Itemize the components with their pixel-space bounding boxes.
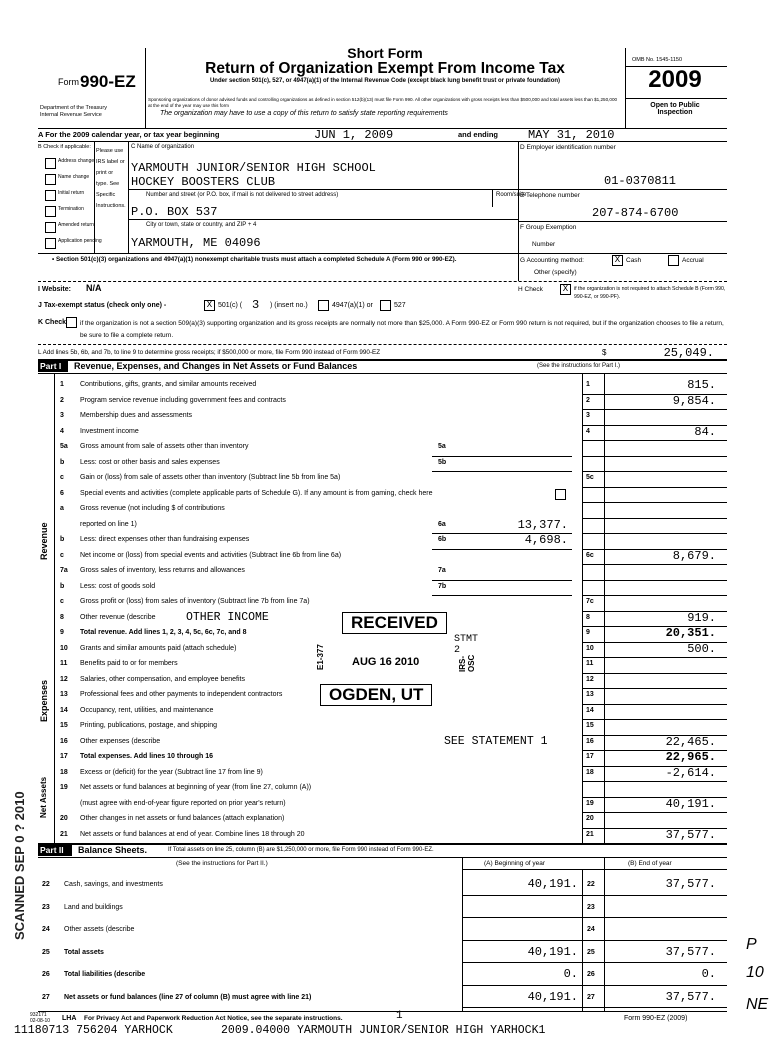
- b-option-termination: Termination: [58, 206, 84, 212]
- line-box-number: 15: [586, 722, 594, 729]
- line-amount: 40,191.: [665, 796, 716, 811]
- line-description: Gain or (loss) from sale of assets other than inventory (Subtract line 5b from line 5a): [80, 474, 341, 481]
- line-number: 20: [60, 815, 68, 822]
- tax-exempt-status-label: J Tax-exempt status (check only one) -: [38, 302, 167, 309]
- omb-number: OMB No. 1545-1150: [632, 57, 683, 63]
- sub-box-label: 5b: [438, 458, 447, 466]
- balance-line-number: 22: [42, 881, 50, 888]
- balance-row: [0, 874, 770, 897]
- gross-receipts-value: 25,049.: [663, 346, 714, 360]
- line-description: Net assets or fund balances at beginning of year (from line 27, column (A)): [80, 784, 312, 791]
- balance-box-number: 23: [587, 903, 595, 911]
- part1-row: [0, 471, 770, 487]
- line-box-number: 14: [586, 706, 594, 714]
- form-label: Form: [58, 77, 79, 87]
- line-number: 15: [60, 722, 68, 729]
- line-box-number: 18: [586, 768, 594, 776]
- received-stamp-code-right: IRS-OSC: [458, 654, 476, 672]
- lha-label: LHA: [62, 1015, 77, 1022]
- balance-row: [0, 942, 770, 965]
- name-change-checkbox[interactable]: [45, 174, 56, 185]
- balance-box-number: 22: [587, 881, 595, 888]
- line-description: Other changes in net assets or fund balances (attach explanation): [80, 815, 285, 822]
- ein-value: 01-0370811: [604, 174, 677, 188]
- received-stamp-place: OGDEN, UT: [320, 684, 432, 706]
- line-number: 7a: [60, 567, 68, 574]
- b-option-amended: Amended return: [58, 222, 94, 228]
- beginning-of-year-value: 0.: [563, 967, 578, 981]
- city-state-zip: YARMOUTH, ME 04096: [131, 236, 261, 250]
- city-label: City or town, state or country, and ZIP + 4: [146, 222, 257, 228]
- sub-box-value: 13,377.: [517, 517, 568, 532]
- balance-line-description: Total assets: [64, 948, 104, 956]
- website-label: I Website:: [38, 286, 71, 293]
- 4947-label: 4947(a)(1) or: [332, 302, 373, 309]
- line-number: 1: [60, 381, 64, 388]
- line-k-checkbox[interactable]: [66, 317, 77, 328]
- scanned-stamp-text: SCANNED SEP 0 ? 2010: [12, 791, 27, 940]
- col-b-header: (B) End of year: [628, 860, 672, 867]
- gaming-checkbox[interactable]: [555, 489, 566, 500]
- other-specify-label: Other (specify): [534, 269, 577, 276]
- line-number: 9: [60, 629, 64, 636]
- accounting-method-label: G Accounting method:: [520, 257, 584, 264]
- part1-row: [0, 533, 770, 549]
- 527-checkbox[interactable]: [380, 300, 391, 311]
- part1-row: [0, 549, 770, 565]
- line-amount: -2,614.: [665, 765, 716, 780]
- balance-line-number: 24: [42, 926, 50, 933]
- schedule-b-check-label: H Check: [518, 286, 543, 293]
- beginning-of-year-value: 40,191.: [527, 944, 578, 959]
- termination-checkbox[interactable]: [45, 206, 56, 217]
- line-k-text: if the organization is not a section 509(a)(3) supporting organization and its gross receipts are normally not more than $25,000. A Form 990-EZ or Form 990 return is not required, but if the organization chooses to file a return, be sure to file a complete return.: [80, 320, 724, 339]
- line-description: Salaries, other compensation, and employee benefits: [80, 675, 245, 683]
- line-number: 5a: [60, 443, 68, 450]
- part1-row: [0, 487, 770, 503]
- sponsoring-note: Sponsoring organizations of donor advised funds and controlling organizations as defined in section 512(b)(13) must file Form 990. All other organizations with gross receipts less than $500,000 and total assets less than $1,250,000 at the end of the year may use this form: [148, 97, 618, 108]
- line-number: 16: [60, 737, 68, 745]
- line-description: Membership dues and assessments: [80, 412, 193, 419]
- line-box-number: 19: [586, 799, 594, 807]
- beginning-of-year-value: 40,191.: [527, 989, 578, 1004]
- website-value: N/A: [86, 283, 102, 293]
- line-box-number: 1: [586, 381, 590, 388]
- b-option-initial: Initial return: [58, 190, 85, 196]
- part1-row: [0, 595, 770, 611]
- line-amount: 9,854.: [672, 393, 716, 408]
- part1-row: [0, 564, 770, 580]
- inspection: Inspection: [657, 109, 693, 116]
- received-stamp-date: AUG 16 2010: [352, 656, 420, 668]
- line-description: Grants and similar amounts paid (attach schedule): [80, 644, 237, 652]
- line-number: 12: [60, 675, 68, 683]
- 501c-checkbox[interactable]: X: [204, 300, 215, 311]
- line-number: 11: [60, 660, 68, 667]
- net-assets-side-label: Net Assets: [39, 776, 48, 818]
- line-number: 17: [60, 753, 68, 760]
- line-description: Less: cost or other basis and sales expenses: [80, 458, 220, 466]
- line-description: Gross amount from sale of assets other than inventory: [80, 443, 249, 450]
- line-number: 19: [60, 784, 68, 791]
- line-box-number: 3: [586, 412, 590, 419]
- line-box-number: 9: [586, 629, 590, 636]
- line-number: 10: [60, 644, 68, 652]
- part1-row: [0, 828, 770, 844]
- sub-box-label: 7b: [438, 582, 447, 590]
- accrual-label: Accrual: [682, 257, 704, 264]
- line-l-text: L Add lines 5b, 6b, and 7b, to line 9 to determine gross receipts; if $500,000 or more, file Form 990 instead of Form 990-EZ: [38, 349, 381, 356]
- line-box-number: 4: [586, 427, 590, 435]
- end-of-year-value: 37,577.: [665, 989, 716, 1004]
- line-box-number: 20: [586, 815, 594, 822]
- sub-box-label: 6a: [438, 520, 446, 528]
- line-description: Less: direct expenses other than fundraising expenses: [80, 536, 250, 543]
- form-code: 932171 02-08-10: [30, 1012, 51, 1024]
- b-option-name: Name change: [58, 174, 90, 180]
- form-number: 990-EZ: [80, 72, 136, 91]
- line-description: Program service revenue including government fees and contracts: [80, 396, 286, 404]
- tax-year: 2009: [648, 66, 702, 93]
- part1-row: [0, 394, 770, 410]
- line-number: 14: [60, 706, 68, 714]
- tax-year-begin: JUN 1, 2009: [314, 128, 394, 142]
- part1-row: [0, 440, 770, 456]
- line-number: b: [60, 458, 65, 466]
- line-description: Contributions, gifts, grants, and similar amounts received: [80, 381, 257, 388]
- received-stamp-code-left: E1-377: [316, 644, 325, 670]
- balance-line-description: Net assets or fund balances (line 27 of column (B) must agree with line 21): [64, 993, 312, 1001]
- line-description: Other revenue (describe: [80, 613, 156, 621]
- line-description: Special events and activities (complete applicable parts of Schedule G). If any amount is from gaming, check here: [80, 489, 433, 497]
- part1-row: [0, 409, 770, 425]
- form-title: Return of Organization Exempt From Income Tax: [205, 60, 565, 77]
- line-number: 13: [60, 691, 68, 698]
- part2-title: Balance Sheets.: [78, 845, 148, 855]
- initial-return-checkbox[interactable]: [45, 190, 56, 201]
- balance-line-number: 26: [42, 971, 50, 978]
- part1-row: [0, 425, 770, 441]
- balance-box-number: 25: [587, 948, 595, 956]
- line-box-number: 12: [586, 675, 594, 683]
- balance-line-description: Total liabilities (describe: [64, 971, 146, 978]
- balance-row: [0, 964, 770, 987]
- stmt-2-ref: STMT 2: [454, 634, 479, 656]
- line-box-number: 2: [586, 396, 590, 404]
- line-a-label: A For the 2009 calendar year, or tax year beginning: [38, 130, 220, 139]
- line-describe-value: SEE STATEMENT 1: [444, 734, 548, 748]
- part1-row: [0, 518, 770, 534]
- line-number: 6: [60, 489, 64, 497]
- line-description: reported on line 1): [80, 520, 137, 528]
- room-suite-label: Room/suite: [496, 192, 527, 198]
- end-of-year-value: 0.: [701, 967, 716, 981]
- ein-label: D Employer identification number: [520, 144, 616, 151]
- margin-note-ne: NE: [746, 996, 769, 1013]
- sub-box-label: 7a: [438, 567, 446, 574]
- revenue-side-label: Revenue: [39, 522, 49, 560]
- line-number: 8: [60, 613, 64, 621]
- line-number: c: [60, 474, 64, 481]
- line-amount: 815.: [687, 378, 716, 392]
- line-description: (must agree with end-of-year figure reported on prior year's return): [80, 799, 286, 807]
- b-option-address: Address change: [58, 158, 95, 164]
- end-of-year-value: 37,577.: [665, 944, 716, 959]
- amended-return-checkbox[interactable]: [45, 222, 56, 233]
- line-amount: 20,351.: [665, 626, 716, 640]
- form-reference: Form 990-EZ (2009): [624, 1015, 688, 1022]
- line-amount: 22,965.: [665, 750, 716, 764]
- balance-line-description: Other assets (describe: [64, 926, 135, 933]
- street-label: Number and street (or P.O. box, if mail is not delivered to street address): [146, 192, 339, 198]
- balance-row: [0, 987, 770, 1010]
- balance-box-number: 27: [587, 993, 595, 1001]
- 527-label: 527: [394, 302, 406, 309]
- line-l-dollar: $: [602, 348, 607, 357]
- part1-row: [0, 580, 770, 596]
- line-description: Gross profit or (loss) from sales of inventory (Subtract line 7b from line 7a): [80, 598, 310, 605]
- line-description: Gross sales of inventory, less returns and allowances: [80, 567, 245, 574]
- line-description: Occupancy, rent, utilities, and maintenance: [80, 706, 214, 714]
- line-description: Excess or (deficit) for the year (Subtract line 17 from line 9): [80, 768, 263, 776]
- line-amount: 500.: [687, 641, 716, 656]
- margin-note-p: P: [746, 936, 757, 953]
- part2-title-note: If Total assets on line 25, column (B) are $1,250,000 or more, file Form 990 instead of Form 990-EZ.: [168, 847, 434, 853]
- balance-box-number: 26: [587, 971, 595, 978]
- and-ending-label: and ending: [458, 130, 498, 139]
- balance-line-number: 25: [42, 948, 50, 956]
- dept-label: Department of the Treasury: [40, 105, 107, 111]
- part1-row: [0, 502, 770, 518]
- bottom-tracking-line: 11180713 756204 YARHOCK 2009.04000 YARMOUTH JUNIOR/SENIOR HIGH YARHOCK1: [14, 1024, 546, 1037]
- sub-box-label: 5a: [438, 443, 446, 450]
- irs-label: Internal Revenue Service: [40, 112, 102, 118]
- line-description: Benefits paid to or for members: [80, 660, 178, 667]
- group-exemption-number-label: Number: [532, 241, 556, 248]
- end-of-year-value: 37,577.: [665, 877, 716, 891]
- beginning-of-year-value: 40,191.: [527, 877, 578, 891]
- line-amount: 37,577.: [665, 827, 716, 842]
- balance-row: [0, 919, 770, 942]
- line-number: 3: [60, 412, 64, 419]
- part2-instructions: (See the instructions for Part II.): [176, 860, 268, 867]
- 501c-label: 501(c) (: [218, 302, 243, 309]
- part1-instructions: (See the instructions for Part I.): [537, 363, 621, 369]
- balance-line-description: Cash, savings, and investments: [64, 881, 163, 888]
- received-stamp-title: RECEIVED: [342, 612, 447, 634]
- part1-row: [0, 456, 770, 472]
- received-stamp: [312, 612, 479, 708]
- line-box-number: 11: [586, 660, 594, 667]
- line-box-number: 16: [586, 737, 594, 745]
- privacy-notice: For Privacy Act and Paperwork Reduction Act Notice, see the separate instructions.: [84, 1015, 343, 1022]
- org-name-line2: HOCKEY BOOSTERS CLUB: [131, 175, 276, 189]
- line-number: 4: [60, 427, 64, 435]
- line-number: 18: [60, 768, 68, 776]
- line-describe-value: OTHER INCOME: [186, 610, 269, 624]
- part1-row: [0, 812, 770, 828]
- 501c-number: 3: [252, 298, 260, 312]
- part1-row: [0, 378, 770, 394]
- line-box-number: 5c: [586, 474, 594, 481]
- accrual-checkbox[interactable]: [668, 255, 679, 266]
- page-number: 1: [396, 1010, 403, 1022]
- cash-label: Cash: [626, 257, 642, 264]
- expenses-side-label: Expenses: [39, 679, 49, 722]
- line-number: a: [60, 505, 64, 512]
- line-description: Printing, publications, postage, and shipping: [80, 722, 217, 729]
- group-exemption-label: F Group Exemption: [520, 224, 577, 231]
- short-form-label: Short Form: [347, 45, 423, 61]
- part1-row: [0, 719, 770, 735]
- line-number: b: [60, 536, 65, 543]
- application-pending-checkbox[interactable]: [45, 238, 56, 249]
- please-print-note: Please use IRS label or print or type. See Specific Instructions.: [96, 148, 126, 209]
- line-description: Gross revenue (not including $ of contributions: [80, 505, 225, 512]
- under-section: Under section 501(c), 527, or 4947(a)(1) of the Internal Revenue Code (except black lung benefit trust or private foundation): [209, 78, 561, 84]
- line-description: Other expenses (describe: [80, 737, 161, 745]
- line-description: Total revenue. Add lines 1, 2, 3, 4, 5c, 6c, 7c, and 8: [80, 629, 247, 636]
- balance-line-number: 23: [42, 903, 50, 911]
- phone-label: E Telephone number: [520, 192, 580, 199]
- balance-box-number: 24: [587, 926, 595, 933]
- part1-row: [0, 735, 770, 751]
- line-k-label: K Check: [38, 319, 67, 326]
- line-number: c: [60, 551, 64, 559]
- line-description: Professional fees and other payments to independent contractors: [80, 691, 283, 698]
- sub-box-label: 6b: [438, 536, 447, 543]
- balance-line-number: 27: [42, 993, 50, 1001]
- part1-row: [0, 766, 770, 782]
- balance-row: [0, 897, 770, 920]
- line-box-number: 21: [586, 830, 594, 838]
- sub-box-value: 4,698.: [524, 533, 568, 547]
- phone-value: 207-874-6700: [592, 206, 679, 220]
- line-description: Less: cost of goods sold: [80, 582, 156, 590]
- line-box-number: 8: [586, 613, 590, 621]
- part1-row: [0, 750, 770, 766]
- b-option-pending: Application pending: [58, 238, 102, 244]
- part1-label: Part I: [40, 361, 62, 371]
- margin-note-10: 10: [746, 964, 764, 981]
- insert-no-label: ) (insert no.): [270, 302, 308, 309]
- open-public: Open to Public: [650, 102, 700, 109]
- cash-checkbox[interactable]: X: [612, 255, 623, 266]
- line-amount: 22,465.: [665, 734, 716, 749]
- line-number: 21: [60, 830, 68, 838]
- line-description: Investment income: [80, 427, 139, 435]
- line-description: Total expenses. Add lines 10 through 16: [80, 753, 214, 760]
- 4947-checkbox[interactable]: [318, 300, 329, 311]
- street-address: P.O. BOX 537: [131, 205, 218, 219]
- org-name-line1: YARMOUTH JUNIOR/SENIOR HIGH SCHOOL: [131, 161, 376, 175]
- line-number: c: [60, 598, 64, 605]
- part2-label: Part II: [40, 845, 64, 855]
- line-box-number: 7c: [586, 598, 594, 605]
- line-amount: 919.: [687, 610, 716, 625]
- line-number: b: [60, 582, 65, 590]
- balance-line-description: Land and buildings: [64, 903, 123, 911]
- schedule-a-note: • Section 501(c)(3) organizations and 4947(a)(1) nonexempt charitable trusts must attach a completed Schedule A (Form 990 or 990-EZ).: [52, 256, 457, 263]
- tax-year-end: MAY 31, 2010: [528, 128, 615, 142]
- col-a-header: (A) Beginning of year: [484, 860, 546, 867]
- line-description: Net assets or fund balances at end of year. Combine lines 18 through 20: [80, 830, 305, 838]
- line-description: Net income or (loss) from special events and activities (Subtract line 6b from line 6a): [80, 551, 342, 559]
- schedule-b-checkbox[interactable]: X: [560, 284, 571, 295]
- state-note: The organization may have to use a copy of this return to satisfy state reporting requirements: [160, 110, 448, 117]
- address-change-checkbox[interactable]: [45, 158, 56, 169]
- part1-row: [0, 797, 770, 813]
- schedule-b-note: if the organization is not required to attach Schedule B (Form 990, 990-EZ, or 990-PF).: [574, 286, 726, 300]
- line-amount: 84.: [694, 424, 716, 439]
- part1-title: Revenue, Expenses, and Changes in Net Assets or Fund Balances: [74, 361, 358, 371]
- line-amount: 8,679.: [672, 548, 716, 563]
- line-box-number: 17: [586, 753, 594, 760]
- line-box-number: 13: [586, 691, 594, 698]
- line-number: 2: [60, 396, 64, 404]
- part1-row: [0, 781, 770, 797]
- line-box-number: 6c: [586, 551, 594, 559]
- line-b-label: B Check if applicable:: [38, 144, 91, 150]
- org-name-label: C Name of organization: [131, 144, 195, 150]
- line-box-number: 10: [586, 644, 594, 652]
- scanned-mark: [12, 770, 32, 940]
